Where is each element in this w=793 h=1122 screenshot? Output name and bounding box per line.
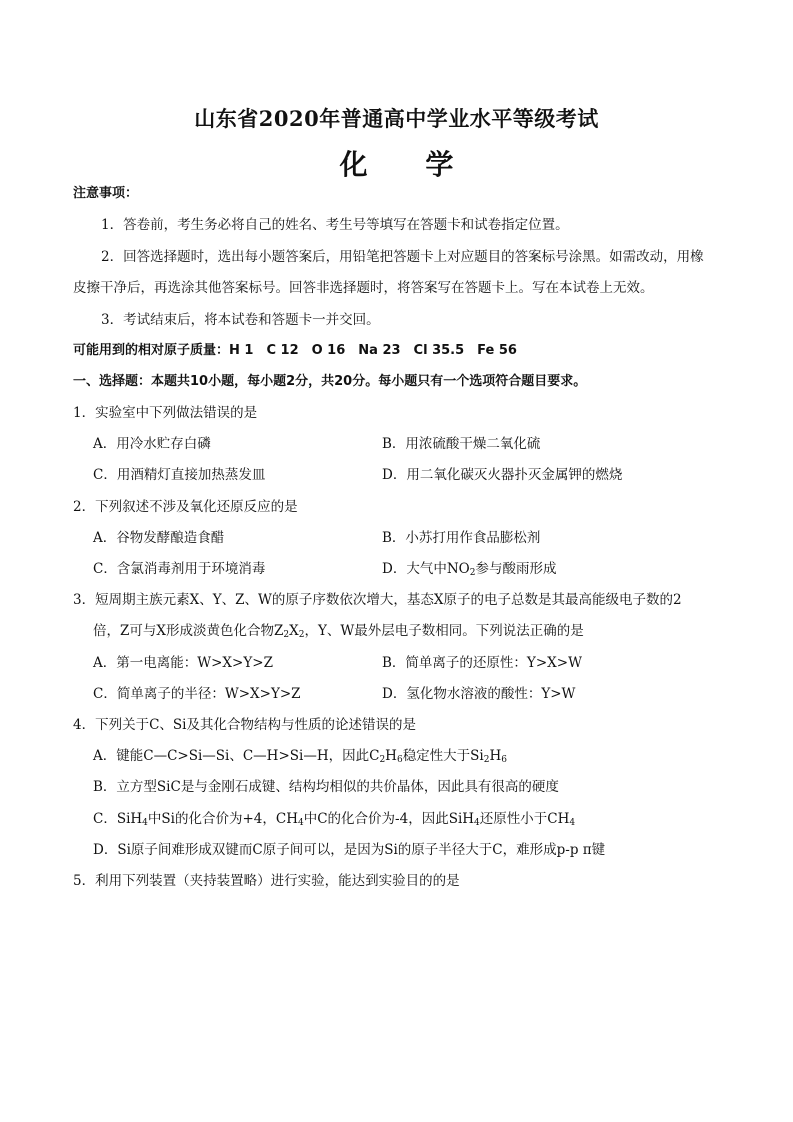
question-3-option-c: C．简单离子的半径：W>X>Y>Z	[93, 686, 301, 702]
question-1-option-c: C．用酒精灯直接加热蒸发皿	[93, 467, 266, 483]
question-2-stem: 2．下列叙述不涉及氧化还原反应的是	[73, 499, 298, 515]
question-3-option-b: B．简单离子的还原性：Y>X>W	[382, 655, 582, 671]
question-3-option-d: D．氢化物水溶液的酸性：Y>W	[382, 686, 576, 702]
notice-item-2-line-1: 2．回答选择题时，选出每小题答案后，用铅笔把答题卡上对应题目的答案标号涂黑。如需改动，用橡	[101, 249, 704, 265]
question-4-option-d: D．Si原子间难形成双键而C原子间可以，是因为Si的原子半径大于C，难形成p-p π键	[93, 842, 606, 858]
section-1-heading: 一、选择题：本题共10小题，每小题2分，共20分。每小题只有一个选项符合题目要求。	[73, 374, 587, 389]
exam-title: 山东省2020年普通高中学业水平等级考试	[194, 106, 599, 131]
question-4-option-c: C．SiH$_4$中Si的化合价为+4，$CH_4$中C的化合价为-4，因此SiH$_4$还原性小于$CH_4$	[93, 811, 576, 828]
question-2-option-b: B．小苏打用作食品膨松剂	[382, 530, 541, 546]
notice-item-2-line-2: 皮擦干净后，再选涂其他答案标号。回答非选择题时，将答案写在答题卡上。写在本试卷上无效。	[73, 280, 654, 296]
question-1-option-b: B．用浓硫酸干燥二氧化硫	[382, 436, 541, 452]
notice-heading: 注意事项：	[73, 186, 139, 201]
question-4-option-b: B．立方型SiC是与金刚石成键、结构均相似的共价晶体，因此具有很高的硬度	[93, 779, 559, 795]
question-1-option-a: A．用冷水贮存白磷	[93, 436, 211, 452]
question-3-stem-line-1: 3．短周期主族元素X、Y、Z、W的原子序数依次增大，基态X原子的电子总数是其最高能级电子数的2	[73, 592, 682, 608]
question-1-option-d: D．用二氧化碳灭火器扑灭金属钾的燃烧	[382, 467, 623, 483]
question-2-option-d: D．大气中$NO_2$参与酸雨形成	[382, 561, 557, 578]
question-2-option-a: A．谷物发酵酿造食醋	[93, 530, 225, 546]
question-3-stem-line-2: 倍，Z可与X形成淡黄色化合物$Z_2X_2$，Y、W最外层电子数相同。下列说法正确的是	[93, 623, 584, 640]
atomic-masses: 可能用到的相对原子质量：H 1 C 12 O 16 Na 23 Cl 35.5 Fe 56	[73, 343, 517, 358]
question-3-option-a: A．第一电离能：W>X>Y>Z	[93, 655, 273, 671]
question-4-stem: 4．下列关于C、Si及其化合物结构与性质的论述错误的是	[73, 717, 416, 733]
notice-item-3: 3．考试结束后，将本试卷和答题卡一并交回。	[101, 312, 380, 328]
question-1-stem: 1．实验室中下列做法错误的是	[73, 405, 258, 421]
question-4-option-a: A．键能C—C>Si—Si、C—H>Si—H，因此$C_2H_6$稳定性大于$Si_2H_6$	[93, 748, 508, 765]
notice-item-1: 1．答卷前，考生务必将自己的姓名、考生号等填写在答题卡和试卷指定位置。	[101, 217, 569, 233]
subject-title: 化 学	[339, 148, 478, 181]
question-5-stem: 5．利用下列装置（夹持装置略）进行实验，能达到实验目的的是	[73, 873, 460, 889]
question-2-option-c: C．含氯消毒剂用于环境消毒	[93, 561, 266, 577]
